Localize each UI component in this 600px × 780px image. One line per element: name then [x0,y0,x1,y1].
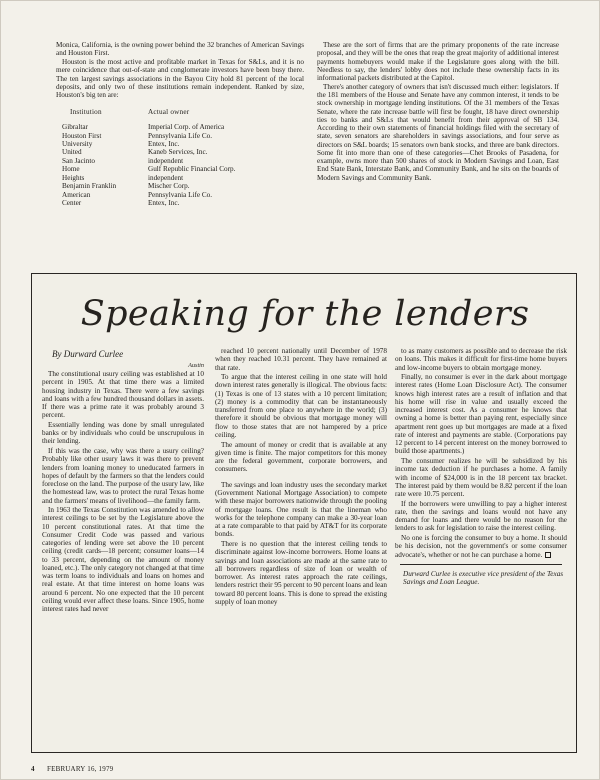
issue-date: FEBRUARY 16, 1979 [47,765,114,773]
table-header-owner: Actual owner [148,108,190,117]
paragraph: Houston is the most active and profitable market in Texas for S&Ls, and it is no mere coincidence that out-of-state and conglomerate investors have been busy there. The ten largest savings associations in the Bayou City hold 81 percent of the local deposits, and only two of these institutions remain independent. Ranked by size, Houston's big ten are: [56,58,304,99]
paragraph: Essentially lending was done by small unregulated banks or by individuals who could be unscrupulous in their lending. [42,420,204,446]
table-row [62,157,298,165]
page-number: 4 [31,765,35,773]
top-right-column [317,41,559,182]
table-row [62,165,298,173]
institution-cell: Gibraltar [62,123,88,132]
institution-cell: American [62,190,91,199]
paragraph: The amount of money or credit that is available at any given time is finite. The major competitors for this money are the federal government, corporate borrowers, and consumers. [215,440,387,474]
paragraph: There's another category of owners that isn't discussed much either: legislators. If the 181 members of the House and Senate have any common interest, it tends to be stock ownership in mortgage lending institutions. Of the 31 members of the Texas Senate, where the rate increase battle will first be fought, 18 have direct ownership ties to banks and S&Ls that would benefit from their approval of SB 134. According to their own statements of financial holdings filed with the secretary of state, seven senators are shareholders in savings associations, and four serve as directors on S&L boards; 15 senators own bank stocks, and three are bank directors. Some fit into more than one of these categories—Chet Brooks of Pasadena, for example, owns more than 500 shares of stock in Modern Savings and Loan, East End State Bank, Interstate Bank, and Community Bank, and he sits on the boards of Modern Savings and Community Bank. [317,82,559,182]
dateline: Austin [188,362,204,369]
paragraph: Finally, no consumer is ever in the dark about mortgage interest rates (Home Loan Disclosure Act). The consumer knows high interest rates are a result of inflation and that his home will rise in value and usually exceed the increased interest cost. As a consumer he knows that owning a home is better than paying rent, especially since apartment rent goes up but mortgages are made at a fixed rate of interest and payments are stable. (Corporations pay 12 percent to 14 percent interest on the money borrowed to build those apartments.) [395,373,567,456]
table-row [62,199,298,207]
paragraph: If this was the case, why was there a usury ceiling? Probably like other usury laws it was there to prevent lenders from loaning money to uneducated farmers in hopes of default by the farmers so that the lenders could foreclose on the land. The purpose of the usury law, like the homestead law, was to protect the rural Texas home and the farmers' means of livelihood—the family farm. [42,447,204,505]
author-note: Durward Curlee is executive vice president of the Texas Savings and Loan League. [403,569,564,587]
table-row [62,148,298,156]
institution-cell: San Jacinto [62,156,95,165]
paragraph: The consumer realizes he will be subsidized by his income tax deduction if he purchases a home. A family with income of $24,000 is in the 18 percent tax bracket. The interest paid by them would be 8.82 percent if the loan rate were 10.75 percent. [395,457,567,499]
owner-cell: Mischer Corp. [148,182,190,191]
article-box [31,273,577,753]
owner-cell: independent [148,156,184,165]
paragraph: The savings and loan industry uses the secondary market (Government National Mortgage Association) to compete with these major borrowers nationwide through the pooling of mortgage loans. One result is that the lineman who works for the telephone company can make a 30-year loan at a rate comparable to that paid by AT&T for its corporate bonds. [215,480,387,539]
paragraph: There is no question that the interest ceiling tends to discriminate against low-income borrowers. Home loans at savings and loan associations are made at the same rate to all borrowers regardless of size of loan or wealth of borrower. As interest rates approach the rate ceilings, lenders restrict their 95 percent to 90 percent loans and lean toward 80 percent loans. This is done to spread the existing supply of loan money [215,540,387,606]
article-column-3 [395,347,567,588]
table-row [62,123,298,131]
ownership-table [62,108,298,207]
owner-cell: Gulf Republic Financial Corp. [148,165,236,174]
paragraph: Monica, California, is the owning power behind the 32 branches of American Savings and Houston First. [56,41,304,58]
table-row [62,140,298,148]
table-row [62,191,298,199]
owner-cell: Entex, Inc. [148,198,180,207]
table-row [62,174,298,182]
owner-cell: Kaneb Services, Inc. [148,148,208,157]
paragraph: To argue that the interest ceiling in one state will hold down interest rates generally is illogical. The obvious facts: (1) Texas is one of 13 states with a 10 percent limitation; (2) money is a commodity that can be instantaneously transferred from one place to anywhere in the world; (3) therefore it should be obvious that mortgage money will flow to those states that are not hampered by a price ceiling. [215,373,387,439]
divider [400,564,562,565]
table-row [62,182,298,190]
paragraph: If the borrowers were unwilling to pay a higher interest rate, then the savings and loans would not have any demand for loans and there would be no reason for the lenders to ask for legislation to raise the interest ceiling. [395,499,567,533]
table-header-institution: Institution [70,108,102,117]
paragraph: These are the sort of firms that are the primary proponents of the rate increase proposal, and they will be the ones that reap the great majority of additional interest payments homebuyers would make if the Legislature goes along with the bill. Needless to say, the lenders' lobby does not include these ownership facts in its informational packets distributed at the Capitol. [317,41,559,82]
owner-cell: Entex, Inc. [148,140,180,149]
byline: By Durward Curlee [52,349,124,359]
institution-cell: University [62,140,93,149]
owner-cell: Pennsylvania Life Co. [148,190,213,199]
paragraph: to as many customers as possible and to decrease the risk on loans. This makes it difficult for first-time home buyers and low-income buyers to obtain mortgage money. [395,347,567,372]
owner-cell: Pennsylvania Life Co. [148,131,213,140]
paragraph: The constitutional usury ceiling was established at 10 percent in 1905. At that time there was a limited housing industry in Texas. There were a few savings and loans with a few hundred thousand dollars in assets. If there was a prime rate it was probably around 3 percent. [42,370,204,420]
paragraph [395,534,567,559]
paragraph: In 1963 the Texas Constitution was amended to allow interest ceilings to be set by the Legislature above the 10 percent constitutional rates. At that time the Consumer Credit Code was passed and various categories of lending were set above the 10 percent ceiling (credit cards—18 percent; consumer loans—14 to 33 percent, depending on the amount of money loaned, etc.). The only category not changed at that time was term loans to individuals and loans on homes and real estate. At that time interest on home loans was around 6 percent. No one expected that the 10 percent ceiling would ever affect these loans. Since 1905, home interest rates had never [42,506,204,614]
institution-cell: Houston First [62,131,102,140]
institution-cell: United [62,148,82,157]
end-mark-icon [545,552,551,558]
article-column-2 [215,347,387,607]
owner-cell: Imperial Corp. of America [148,123,225,132]
institution-cell: Home [62,165,80,174]
article-column-1 [42,347,204,615]
institution-cell: Center [62,198,82,207]
paragraph: reached 10 percent nationally until December of 1978 when they reached 10.31 percent. They have remained at that rate. [215,347,387,372]
article-headline: Speaking for the lenders [80,294,530,334]
institution-cell: Heights [62,173,85,182]
closing-paragraph: No one is forcing the consumer to buy a home. It should be his decision, not the government's or some consumer advocate's, whether or not he can purchase a home. [395,534,567,559]
table-row [62,132,298,140]
institution-cell: Benjamin Franklin [62,182,117,191]
top-left-column [56,41,304,207]
owner-cell: independent [148,173,184,182]
